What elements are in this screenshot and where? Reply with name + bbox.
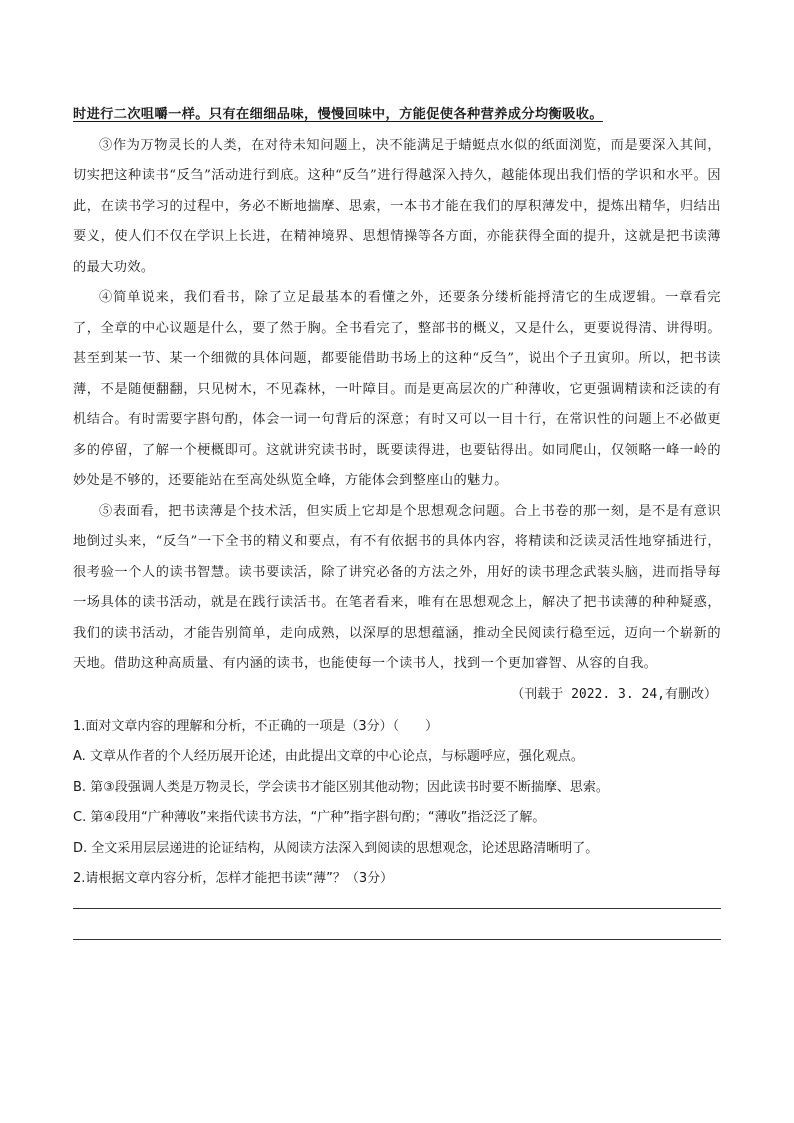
question-1-stem: 1.面对文章内容的理解和分析，不正确的一项是（3分）（ ） <box>73 718 439 734</box>
answer-line[interactable] <box>73 939 721 940</box>
question-1-option-d[interactable]: D. 全文采用层层递进的论证结构，从阅读方法深入到阅读的思想观念，论述思路清晰明了。 <box>73 840 599 856</box>
passage-source: （刊载于 2022. 3. 24,有删改） <box>511 686 717 702</box>
question-2-stem: 2.请根据文章内容分析，怎样才能把书读“薄”？（3分） <box>73 871 394 886</box>
answer-line[interactable] <box>73 908 721 909</box>
passage-paragraph-3: ③作为万物灵长的人类，在对待未知问题上，决不能满足于蜻蜓点水似的纸面浏览，而是要深入其间，切实把这种读书“反刍”活动进行到底。这种“反刍”进行得越深入持久，越能体现出我们悟的学识和水平。因此，在读书学习的过程中，务必不断地揣摩、思索，一本书才能在我们的厚积薄发中，提炼出精华，归结出要义，使人们不仅在学识上长进，在精神境界、思想情操等各方面，亦能获得全面的提升，这就是把书读薄的最大功效。 <box>73 137 721 275</box>
passage-paragraph-continued: 时进行二次咀嚼一样。只有在细细品味，慢慢回味中，方能促使各种营养成分均衡吸收。 <box>73 107 603 122</box>
exam-page <box>73 100 721 940</box>
passage-paragraph-5: ⑤表面看，把书读薄是个技术活，但实质上它却是个思想观念问题。合上书卷的那一刻，是不是有意识地倒过头来，“反刍”一下全书的精义和要点，有不有依据书的具体内容，将精读和泛读灵活性地穿插进行，很考验一个人的读书智慧。读书要读活，除了讲究必备的方法之外，用好的读书理念武装头脑，进而指导每一场具体的读书活动，就是在践行读活书。在笔者看来，唯有在思想观念上，解决了把书读薄的种种疑惑，我们的读书活动，才能告别简单，走向成熟，以深厚的思想蕴涵，推动全民阅读行稳至远，迈向一个崭新的天地。借助这种高质量、有内涵的读书，也能使每一个读书人，找到一个更加睿智、从容的自我。 <box>73 503 721 671</box>
question-section <box>73 712 721 940</box>
passage-paragraph-4: ④简单说来，我们看书，除了立足最基本的看懂之外，还要条分缕析能捋清它的生成逻辑。一章看完了，全章的中心议题是什么，要了然于胸。全书看完了，整部书的概义，又是什么，更要说得清、讲得明。甚至到某一节、某一个细微的具体问题，都要能借助书场上的这种“反刍”，说出个子丑寅卯。所以，把书读薄，不是随便翻翻，只见树木，不见森林，一叶障目。而是更高层次的广种薄收，它更强调精读和泛读的有机结合。有时需要字斟句酌，体会一词一句背后的深意；有时又可以一目十行，在常识性的问题上不必做更多的停留，了解一个梗概即可。这就讲究读书时，既要读得进，也要钻得出。如同爬山，仅领略一峰一岭的妙处是不够的，还要能站在至高处纵览全峰，方能体会到整座山的魅力。 <box>73 290 721 488</box>
question-1-option-b[interactable]: B. 第③段强调人类是万物灵长，学会读书才能区别其他动物；因此读书时要不断揣摩、思索。 <box>73 779 609 795</box>
reading-passage <box>73 100 721 710</box>
question-1-option-a[interactable]: A. 文章从作者的个人经历展开论述，由此提出文章的中心论点，与标题呼应，强化观点。 <box>73 749 584 764</box>
question-1-option-c[interactable]: C. 第④段用“广种薄收”来指代读书方法，“广种”指字斟句酌；“薄收”指泛泛了解。 <box>73 810 546 825</box>
